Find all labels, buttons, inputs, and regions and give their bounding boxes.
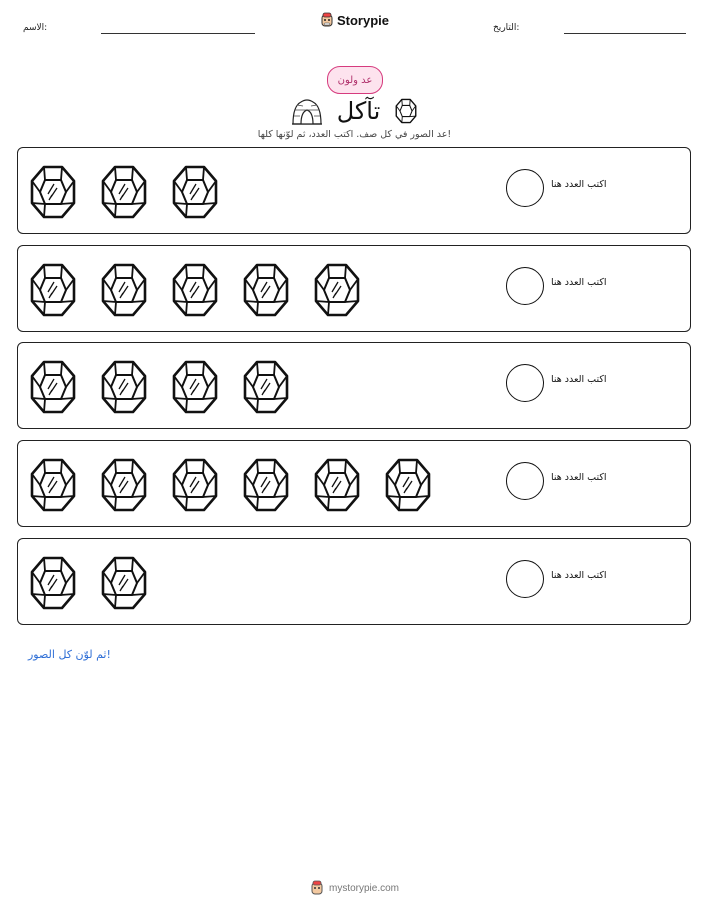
name-label: الاسم:	[23, 23, 48, 33]
counting-row	[17, 342, 691, 429]
gem-icon	[28, 157, 99, 227]
gem-icon	[241, 255, 312, 325]
counting-row	[17, 440, 691, 527]
answer-circle[interactable]	[506, 462, 544, 500]
gem-group	[28, 352, 312, 422]
date-line[interactable]	[564, 33, 686, 34]
gem-group	[28, 548, 170, 618]
answer-circle[interactable]	[506, 267, 544, 305]
answer-circle[interactable]	[506, 169, 544, 207]
gem-icon	[312, 255, 383, 325]
activity-badge: عد ولون	[327, 66, 383, 94]
gem-icon	[28, 352, 99, 422]
gem-icon	[170, 352, 241, 422]
gem-icon	[28, 548, 99, 618]
name-line[interactable]	[101, 33, 255, 34]
storypie-mascot-icon	[310, 880, 324, 896]
gem-icon	[99, 352, 170, 422]
answer-label: اكتب العدد هنا	[551, 472, 607, 483]
gem-icon	[241, 450, 312, 520]
footer-note: ثم لوّن كل الصور!	[28, 648, 111, 661]
site-url: mystorypie.com	[328, 882, 399, 894]
brand-logo	[0, 12, 709, 28]
gem-group	[28, 450, 454, 520]
counting-row	[17, 245, 691, 332]
site-footer	[0, 880, 709, 896]
gem-icon	[99, 548, 170, 618]
gem-icon	[99, 157, 170, 227]
answer-label: اكتب العدد هنا	[551, 179, 607, 190]
answer-circle[interactable]	[506, 560, 544, 598]
gem-icon	[394, 98, 418, 124]
answer-circle[interactable]	[506, 364, 544, 402]
gem-icon	[170, 157, 241, 227]
gem-group	[28, 255, 383, 325]
title-row	[0, 96, 709, 126]
gem-group	[28, 157, 241, 227]
answer-label: اكتب العدد هنا	[551, 374, 607, 385]
gem-icon	[28, 255, 99, 325]
gem-icon	[28, 450, 99, 520]
gem-icon	[99, 255, 170, 325]
answer-label: اكتب العدد هنا	[551, 277, 607, 288]
gem-icon	[99, 450, 170, 520]
page-title: تآكل	[336, 97, 381, 125]
instructions: عد الصور في كل صف. اكتب العدد، ثم لوّنها كلها!	[257, 129, 452, 140]
answer-label: اكتب العدد هنا	[551, 570, 607, 581]
brand-name: Storypie	[336, 12, 389, 28]
gem-icon	[170, 255, 241, 325]
date-label: التاريخ:	[493, 23, 520, 33]
storypie-mascot-icon	[320, 12, 334, 28]
rock-arch-icon	[291, 96, 323, 126]
gem-icon	[312, 450, 383, 520]
gem-icon	[383, 450, 454, 520]
gem-icon	[170, 450, 241, 520]
counting-row	[17, 538, 691, 625]
gem-icon	[241, 352, 312, 422]
counting-row	[17, 147, 691, 234]
